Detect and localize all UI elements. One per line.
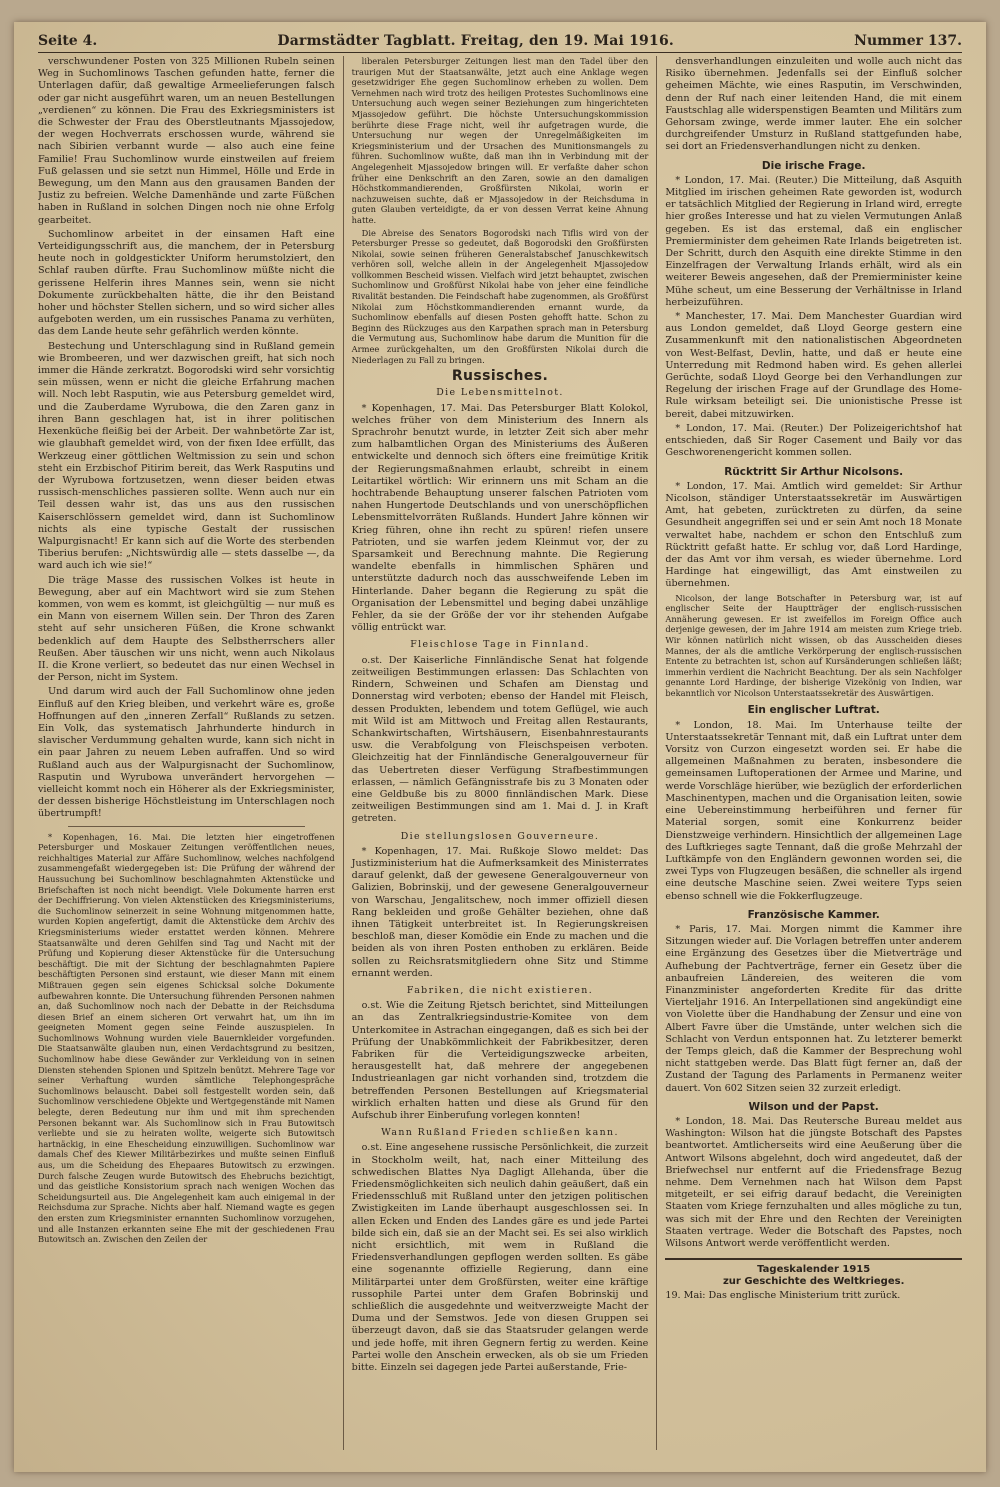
paragraph: Die träge Masse des russischen Volkes ist heute in Bewegung, aber auf ein Machtwort wird sie zum Stehen kommen, von wem es kommt, ist gleichgültig — nur muß es ein Mann von eisernem Willen sein. Der Thron des Zaren steht auf sehr unsicheren Füßen, die Krone schwankt bedenklich auf dem Haupte des Selbstherrschers aller Reußen. Aber täuschen wir uns nicht, wenn auch Nikolaus II. die Krone verliert, so bedeutet das nur einen Wechsel in der Person, nicht im System.: [38, 574, 335, 684]
subheading-fabriken: Fabriken, die nicht existieren.: [406, 984, 594, 996]
paragraph: verschwundener Posten von 325 Millionen Rubeln seinen Weg in Suchomlinows Taschen gefunden hatte, ferner die Unterlagen dafür, daß gewaltige Armeelieferungen falsch oder gar nicht ausgeführt waren, um an neuen Bestellungen „verdienen“ zu können. Die Frau des Exkriegsministers ist die Schwester der Frau des Oberstleutnants Mjassojedow, der wegen Hochverrats erschossen wurde, während sie nach Sibirien verbannt wurde — also auch eine feine Familie! Frau Suchomlinow wurde einstweilen auf freiem Fuß gelassen und sie setzt nun Himmel, Hölle und Erde in Bewegung, um den Mann aus den grausamen Banden der Justiz zu befreien. Welche Damenhände und zarte Füßchen haben in Rußland in solchen Dingen noch nie ohne Erfolg gearbeitet.: [38, 56, 335, 226]
paragraph: Nicolson, der lange Botschafter in Petersburg war, ist auf englischer Seite der Hauptträger der englisch-russischen Annäherung gewesen. Er ist zweifellos im Foreign Office auch derjenige gewesen, der im Jahre 1914 am meisten zum Kriege trieb. Wir können natürlich nicht wissen, ob das Ausscheiden dieses Mannes, der als die amtliche Verkörperung der englisch-russischen Entente zu betrachten ist, schon auf Kursänderungen schließen läßt; immerhin verdient die Nachricht Beachtung. Der als sein Nachfolger genannte Lord Hardinge, der bisherige Vizekönig von Indien, war bekanntlich vor Nicolson Unterstaatssekretär des Auswärtigen.: [665, 592, 963, 698]
heading-irische-frage: Die irische Frage.: [761, 159, 866, 172]
paragraph: * London, 18. Mai. Das Reutersche Bureau meldet aus Washington: Wilson hat die jüngste Botschaft des Papstes beantwortet. Amtlicherseits wird eine Aeußerung über die Antwort Wilsons abgelehnt, doch wird angedeutet, daß der Briefwechsel nur entfernt auf die Friedensfrage Bezug nehme. Dem Vernehmen nach hat Wilson dem Papst mitgeteilt, er sei eifrig darauf bedacht, die Vereinigten Staaten vom Kriege fernzuhalten und alles mögliche zu tun, was sich mit der Ehre und den Rechten der Vereinigten Staaten vertrage. Weder die Botschaft des Papstes, noch Wilsons Antwort werde veröffentlicht werden.: [665, 1115, 963, 1249]
subheading-fleischlose-tage: Fleischlose Tage in Finnland.: [410, 639, 590, 651]
paragraph: * London, 17. Mai. (Reuter.) Der Polizeigerichtshof hat entschieden, daß Sir Roger Casement und Baily vor das Geschworenengericht kommen sollen.: [665, 422, 963, 459]
newspaper-page: [14, 22, 986, 1472]
columns: [38, 56, 962, 1450]
paragraph: * London, 17. Mai. (Reuter.) Die Mitteilung, daß Asquith Mitglied im irischen geheimen Rate geworden ist, wodurch er tatsächlich Mitglied der Regierung in Irland wird, erregte hier großes Interesse und hat zu vielen Vermutungen Anlaß gegeben. Es ist das erstemal, daß ein englischer Premierminister dem geheimen Rate Irlands beigetreten ist. Der Schritt, durch den Asquith eine direkte Stimme in den Einzelfragen der Verwaltung Irlands erhält, wird als ein weiterer Beweis angesehen, daß der Premierminister keine Mühe scheut, um eine Besserung der Verhältnisse in Irland herbeizuführen.: [665, 174, 963, 308]
section-heading-russisches: Russisches.: [451, 368, 549, 385]
masthead: [38, 30, 962, 53]
column-3: [656, 56, 962, 1450]
paragraph: * Paris, 17. Mai. Morgen nimmt die Kammer ihre Sitzungen wieder auf. Die Vorlagen betreffen unter anderem eine Ergänzung des Gesetzes über die Mietverträge und Aufhebung der Pachtverträge, ferner ein Gesetz über die anbaufreien Ländereien, des weiteren die vom Finanzminister angeforderten Kredite für das dritte Vierteljahr 1916. An Interpellationen sind angekündigt eine von Violette über die Handhabung der Zensur und eine von Albert Favre über die Umstände, unter welchen sich die Schlacht von Verdun entsponnen hat. Zu letzterer bemerkt der Temps gleich, daß die Kammer der Besprechung wohl nicht stattgeben werde. Das Blatt fügt ferner an, daß der Zustand der Tagung des Parlaments in Permanenz weiter dauert. Von 602 Sitzen seien 32 zurzeit erledigt.: [665, 923, 963, 1094]
paragraph: * London, 17. Mai. Amtlich wird gemeldet: Sir Arthur Nicolson, ständiger Unterstaatssekretär im Auswärtigen Amt, hat gebeten, zurücktreten zu dürfen, da seine Gesundheit angegriffen sei und er sein Amt noch 18 Monate verwaltet habe, nachdem er schon den Entschluß zum Rücktritt gefaßt hatte. Er schlug vor, daß Lord Hardinge, der das Amt vor ihm versah, es wieder übernehme. Lord Hardinge hat eingewilligt, das Amt einstweilen zu übernehmen.: [665, 480, 963, 590]
tageskalender-subtitle: zur Geschichte des Weltkrieges.: [722, 1276, 905, 1288]
subheading-gouverneure: Die stellungslosen Gouverneure.: [400, 830, 600, 842]
paragraph: Die Abreise des Senators Bogorodski nach Tiflis wird von der Petersburger Presse so gedeutet, daß Bogorodski den Großfürsten Nikolai, sowie seinen früheren Generalstabschef Januschkewitsch verhören soll, welche allein in der Angelegenheit Mjassojedow vollkommen Bescheid wissen. Vielfach wird jetzt behauptet, zwischen Suchomlinow und Großfürst Nikolai habe von jeher eine feindliche Rivalität bestanden. Die Feindschaft habe zugenommen, als Großfürst Nikolai zum Höchstkommandierenden ernannt wurde, da Suchomlinow ebenfalls auf diesen Posten gehofft hatte. Schon zu Beginn des Rückzuges aus den Karpathen sprach man in Petersburg die Vermutung aus, Suchomlinow habe darum die Munition für die Armee zurückgehalten, um den Großfürsten Nikolai durch die Niederlagen zu Fall zu bringen.: [351, 227, 649, 365]
heading-wilson-papst: Wilson und der Papst.: [748, 1100, 879, 1113]
paragraph: o.st. Wie die Zeitung Rjetsch berichtet, sind Mitteilungen an das Zentralkriegsindustrie-Komitee von dem Unterkomitee in Astrachan eingegangen, daß es sich bei der Prüfung der Unabkömmlichkeit der Fabrikbesitzer, deren Fabriken für die Verteidigungszwecke arbeiten, herausgestellt hat, daß mehrere der angegebenen Industrieanlagen gar nicht vorhanden sind, trotzdem die betreffenden Personen Bestellungen auf Kriegsmaterial wirklich erhalten hatten und diese als Grund für den Aufschub ihrer Einberufung vorlegen konnten!: [351, 1000, 649, 1121]
issue-number: Nummer 137.: [854, 33, 962, 49]
newspaper-title: Darmstädter Tagblatt. Freitag, den 19. Mai 1916.: [277, 33, 674, 49]
column-1: [38, 56, 343, 1450]
paragraph: o.st. Der Kaiserliche Finnländische Senat hat folgende zeitweiligen Bestimmungen erlassen: Das Schlachten von Rindern, Schweinen und Schafen am Dienstag und Donnerstag wird verboten; ebenso der Handel mit Fleisch, dessen Produkten, lebendem und totem Geflügel, wie auch mit Wild ist am Mittwoch und Freitag allen Restaurants, Schankwirtschaften, Wirtshäusern, Eisenbahnrestaurants usw. die Verabfolgung von Fleischspeisen verboten. Gleichzeitig hat der Finnländische Generalgouverneur für das Uebertreten dieser Verfügung Strafbestimmungen erlassen, — nämlich Gefängnisstrafe bis zu 3 Monaten oder eine Geldbuße bis zu 8000 finnländischen Mark. Diese zeitweiligen Bestimmungen sind am 1. Mai d. J. in Kraft getreten.: [351, 654, 649, 825]
column-2: [343, 56, 657, 1450]
paragraph: o.st. Eine angesehene russische Persönlichkeit, die zurzeit in Stockholm weilt, hat, nach einer Mitteilung des schwedischen Blattes Nya Dagligt Allehanda, über die Friedensmöglichkeiten sich neulich dahin geäußert, daß ein Friedensschluß mit Rußland unter den jetzigen politischen Zwistigkeiten im Lande überhaupt ausgeschlossen sei. In allen Ecken und Enden des Landes gäre es und jede Partei bilde sich ein, daß sie an der Macht sei. Es sei also wirklich nicht ersichtlich, mit wem in Rußland die Friedensverhandlungen gepflogen werden sollten. Es gäbe eine sogenannte offizielle Regierung, dann eine Militärpartei unter dem Großfürsten, weiter eine kräftige russophile Partei unter dem Grafen Bobrinskij und schließlich die ausgedehnte und weitverzweigte Macht der Duma und der Semstwos. Jede von diesen Gruppen sei überzeugt davon, daß sie das Staatsruder gelangen werde und jede hoffe, mit ihren Gegnern fertig zu werden. Keine Partei wolle den Anschein erwecken, als ob sie um Frieden bitte. Einzeln sei dagegen jede Partei außerstande, Frie-: [351, 1142, 649, 1374]
heading-franzoesische-kammer: Französische Kammer.: [747, 908, 880, 921]
paragraph: * Kopenhagen, 17. Mai. Rußkoje Slowo meldet: Das Justizministerium hat die Aufmerksamkeit des Ministerrates darauf gelenkt, daß der gewesene Generalgouverneur von Galizien, Bobrinskij, und der gewesene Generalgouverneur von Warschau, Jengalitschew, noch immer offiziell diesen Rang bekleiden und große Gehälter beziehen, ohne daß ihnen Tätigkeit unterbreitet ist. In Regierungskreisen beschloß man, dieser Komödie ein Ende zu machen und die beiden als von ihren Posten enthoben zu erklären. Beide sollen zu Reichsratsmitgliedern ohne Sitz und Stimme ernannt werden.: [351, 845, 649, 979]
paragraph: Bestechung und Unterschlagung sind in Rußland gemein wie Brombeeren, und wer dazwischen greift, hat sich noch immer die Hände zerkratzt. Bogorodski wird sehr vorsichtig sein müssen, wenn er nicht die gleiche Erfahrung machen will. Noch lebt Rasputin, wie aus Petersburg gemeldet wird, und die Zauberdame Wyrubowa, die den Zaren ganz in ihren Bann geschlagen hat, ist in ihrer politischen Hexenküche fleißig bei der Arbeit. Der wahnbetörte Zar ist, wie glaubhaft gemeldet wird, von der fixen Idee erfüllt, das Werkzeug einer göttlichen Weltmission zu sein und schon steht ein Erzbischof Pitirim bereit, das Werk Rasputins und der Wyrubowa fortzusetzen, wenn dieser beiden etwas russisch-menschliches passieren sollte. Wenn auch nur ein Teil dessen wahr ist, das uns aus den russischen Kaiserschlössern gemeldet wird, dann ist Suchomlinow nichts als eine typische Gestalt der russischen Walpurgisnacht! Er kann sich auf die Worte des sterbenden Tiberius berufen: „Nichtswürdig alle — stets dasselbe —, da ward auch ich wie sie!“: [38, 340, 335, 572]
paragraph: * Kopenhagen, 16. Mai. Die letzten hier eingetroffenen Petersburger und Moskauer Zeitungen veröffentlichen neues, reichhaltiges Material zur Affäre Suchomlinow, welches nachfolgend zusammengefaßt wiedergegeben ist: Die Prüfung der während der Haussuchung bei Suchomlinow beschlagnahmten Aktenstücke und Briefschaften ist noch nicht beendigt. Viele Dokumente harren erst der Dechiffrierung. Von vielen Aktenstücken des Kriegsministeriums, die Suchomlinow seinerzeit in seine Wohnung mitgenommen hatte, wurden Kopien angefertigt, damit die Aktenstücke dem Archiv des Kriegsministeriums wieder erstattet werden können. Mehrere Staatsanwälte und deren Gehilfen sind Tag und Nacht mit der Prüfung und Kopierung dieser Aktenstücke für die Untersuchung beschäftigt. Die mit der Sichtung der beschlagnahmten Papiere beschäftigten Personen sind erstaunt, wie dieser Mann mit einem Mißtrauen gegen sein eigenes Schicksal solche Dokumente aufbewahren konnte. Die Untersuchung führenden Personen nahmen an, daß Suchomlinow noch nach der Debatte in der Reichsduma diesen Brief an einem sicheren Ort verwahrt hat, um ihn im geeigneten Moment gegen seine Feinde auszuspielen. In Suchomlinows Wohnung wurden viele Bauernkleider vorgefunden. Die Staatsanwälte glauben nun, einen Verdachtsgrund zu besitzen, Suchomlinow habe diese Gewänder zur Verkleidung von in seinen Diensten stehenden Spionen und Spitzeln benützt. Mehrere Tage vor seiner Verhaftung wurden sämtliche Telephongespräche Suchomlinows belauscht. Dabei soll festgestellt worden sein, daß Suchomlinow verschiedene Objekte und Wertgegenstände mit Namen belegte, deren Bedeutung nur ihm und mit ihm sprechenden Personen bekannt war. Als Suchomlinow sich in Frau Butowitsch verliebte und sie zu heiraten wollte, weigerte sich Butowitsch hartnäckig, in eine Ehescheidung einzuwilligen. Suchomlinow war damals Chef des Kiewer Militärbezirkes und mußte seinen Einfluß aus, um die Scheidung des Ehepaares Butowitsch zu erzwingen. Durch falsche Zeugen wurde Butowitsch des Ehebruchs bezichtigt, und das geistliche Konsistorium sprach nach wenigen Wochen das Scheidungsurteil aus. Die Angelegenheit kam auch einigemal in der Reichsduma zur Sprache. Nichts aber half. Niemand wagte es gegen den ersten zum Kriegsminister ernannten Suchomlinow vorzugehen, und alle Instanzen erkannten seine Ehe mit der geschiedenen Frau Butowitsch an. Zwischen den Zeilen der: [38, 831, 335, 1245]
heading-luftrat: Ein englischer Luftrat.: [747, 704, 880, 717]
page-number: Seite 4.: [38, 33, 98, 49]
paragraph: Suchomlinow arbeitet in der einsamen Haft eine Verteidigungsschrift aus, die manchem, der in Petersburg heute noch in goldgestickter Uniform herumstolziert, den Schlaf rauben dürfte. Frau Suchomlinow müßte nicht die gerissene Helferin ihres Mannes sein, wenn sie nicht Dokumente zurückbehalten hätte, die ihr den Beistand hoher und höchster Stellen sichern, und so wird sicher alles aufgeboten werden, um ein russisches Panama zu verhüten, das dem Lande heute sehr gefährlich werden könnte.: [38, 228, 335, 338]
heading-nicolson: Rücktritt Sir Arthur Nicolsons.: [724, 465, 904, 478]
divider: [68, 826, 305, 827]
paragraph: * Manchester, 17. Mai. Dem Manchester Guardian wird aus London gemeldet, daß Lloyd George gestern eine Zusammenkunft mit den nationalistischen Abgeordneten von West-Belfast, Devlin, hatte, und daß er heute eine Unterredung mit Redmond haben wird. Es gehen allerlei Gerüchte, sodaß Lloyd George bei den Verhandlungen zur Regelung der irischen Frage auf der Grundlage des Home-Rule wirksam beteiligt sei. Die unionistische Presse ist bereit, dabei mitzuwirken.: [665, 311, 963, 420]
paragraph: * Kopenhagen, 17. Mai. Das Petersburger Blatt Kolokol, welches früher von dem Ministerium des Innern als Sprachrohr benutzt wurde, in letzter Zeit sich aber mehr zum halbamtlichen Organ des Ministeriums des Äußeren entwickelte und dennoch sich öfters eine freimütige Kritik der Regierungsmaßnahmen erlaubt, schreibt in einem Leitartikel wörtlich: Wir erinnern uns mit Scham an die hochtrabende Behauptung unserer falschen Patrioten vom nahen Hungertode Deutschlands und von unerschöpflichen Lebensmittelvorräten Rußlands. Hundert Jahre können wir Krieg führen, ohne ihn recht zu spüren! riefen unsere Patrioten, und sie warfen jedem Kleinmut vor, der zu Sparsamkeit und Berechnung mahnte. Die Regierung wandelte ebenfalls in himmlischen Sphären und unterstützte dadurch noch das ausschweifende Leben im Hinterlande. Daher begann die Regierung zu spät die Organisation der Lebensmittel und beging dabei unzählige Fehler, da sie der Größe der vor ihr stehenden Aufgabe völlig entrückt war.: [351, 402, 649, 634]
paragraph: * London, 18. Mai. Im Unterhause teilte der Unterstaatssekretär Tennant mit, daß ein Luftrat unter dem Vorsitz von Curzon eingesetzt worden sei. Er habe die allgemeinen Maßnahmen zu beraten, insbesondere die gemeinsamen Luftoperationen der Armee und Marine, und werde Vorschläge hierüber, wie bezüglich der erforderlichen Maschinentypen, machen und die Organisation leiten, sowie eine Uebereinstimmung herbeiführen und ferner für Material sorgen, somit eine Konkurrenz beider Dienstzweige verhindern. Hinsichtlich der allgemeinen Lage des Luftkrieges sagte Tennant, daß die große Mehrzahl der Luftkämpfe von den Engländern gewonnen worden sei, die zwei Typs von Flugzeugen besäßen, die schneller als irgend eine deutsche Maschine seien. Zwei weitere Typs seien ebenso schnell wie die Fokkerflugzeuge.: [665, 719, 963, 902]
tageskalender-entry: 19. Mai: Das englische Ministerium tritt zurück.: [665, 1290, 901, 1302]
subheading-lebensmittelnot: Die Lebensmittelnot.: [436, 387, 564, 399]
tageskalender-box: [665, 1258, 962, 1302]
paragraph: Und darum wird auch der Fall Suchomlinow ohne jeden Einfluß auf den Krieg bleiben, und verkehrt wäre es, große Hoffnungen auf den „inneren Zerfall“ Rußlands zu setzen. Ein Volk, das systematisch Jahrhunderte hindurch in slavischer Verdummung gehalten wurde, kann sich nicht in ein paar Jahren zu neuem Leben aufraffen. Und so wird Rußland auch aus der Walpurgisnacht der Suchomlinow, Rasputin und Wyrubowa unverändert hervorgehen — vielleicht kommt noch ein Höherer als der Exkriegsminister, der dessen bisherige Höchstleistung im Unterschlagen noch übertrumpft!: [38, 686, 335, 820]
tageskalender-title: Tageskalender 1915: [757, 1264, 871, 1276]
subheading-frieden: Wann Rußland Frieden schließen kann.: [381, 1127, 619, 1139]
paragraph: liberalen Petersburger Zeitungen liest man den Tadel über den traurigen Mut der Staatsanwälte, jetzt auch eine Anklage wegen gesetzwidriger Ehe gegen Suchomlinow erheben zu wollen. Dem Vernehmen nach wird trotz des heiligen Protestes Suchomlinows eine Untersuchung auch wegen seiner Beziehungen zum hingerichteten Mjassojedow geführt. Die höchste Untersuchungskommission berührte diese Frage nicht, weil ihr aufgetragen wurde, die Untersuchung nur wegen der Unregelmäßigkeiten im Kriegsministerium und der Ursachen des Munitionsmangels zu führen. Suchomlinow wußte, daß man ihn in Verbindung mit der Angelegenheit Mjassojedow bringen will. Er verfaßte daher schon früher eine Denkschrift an den Zaren, sowie an den damaligen Höchstkommandierenden, Großfürsten Nikolai, worin er nachzuweisen suchte, daß er Mjassojedow in der Reichsduma in guten Glauben verteidigte, da er von dessen Verrat keine Ahnung hatte.: [351, 56, 649, 225]
paragraph: densverhandlungen einzuleiten und wolle auch nicht das Risiko übernehmen. Jedenfalls sei der Einfluß solcher geheimen Mächte, wie eines Rasputin, im Verschwinden, denn der Ruf nach einer leitenden Hand, die mit einem Faustschlag alle widerspenstigen Beamten und Militärs zum Gehorsam zwinge, werde immer lauter. Ehe ein solcher durchgreifender Umsturz in Rußland stattgefunden habe, sei dort an Friedensverhandlungen nicht zu denken.: [665, 56, 963, 153]
